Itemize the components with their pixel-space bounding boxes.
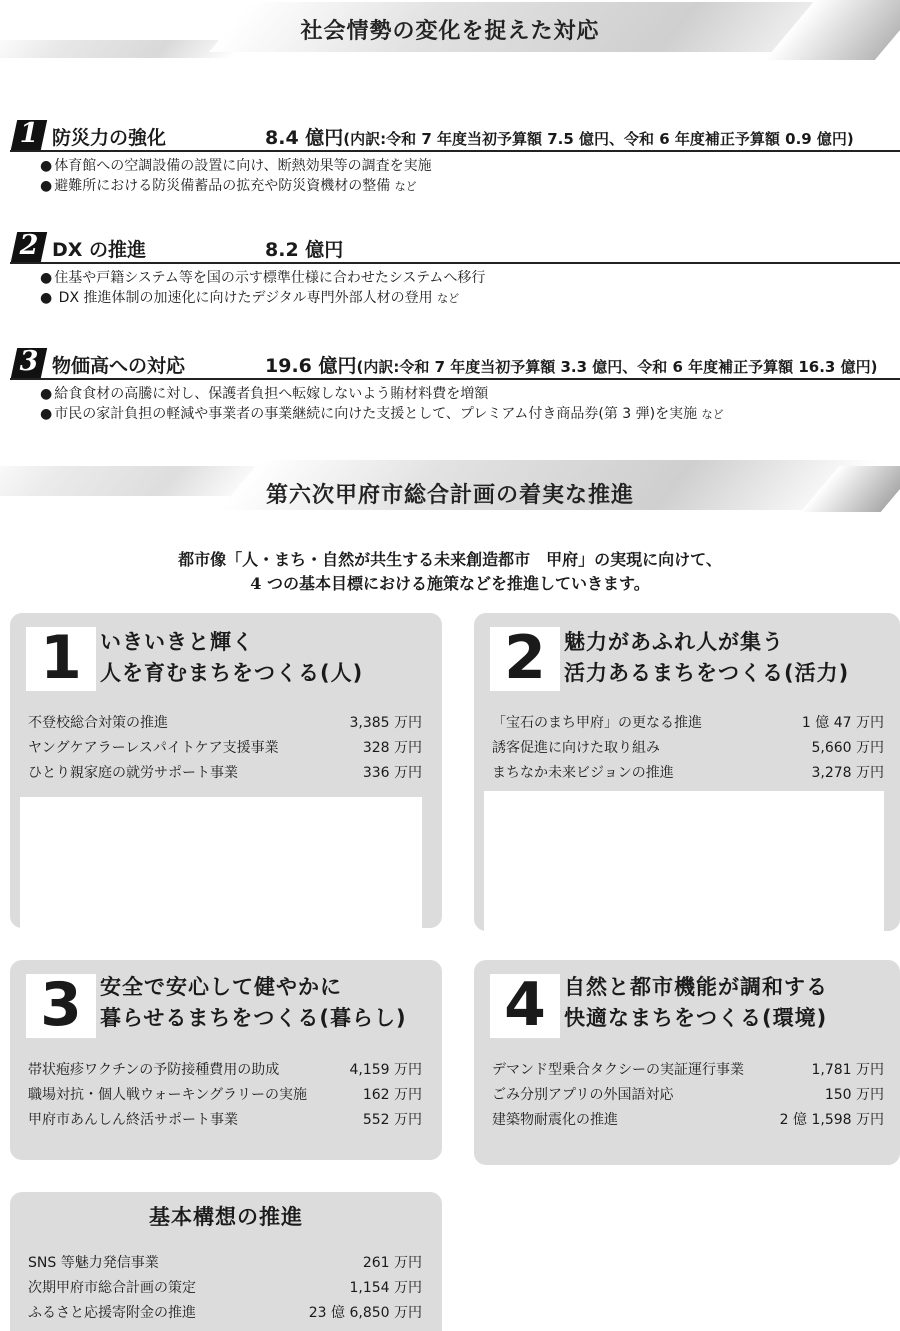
amount-breakdown: (内訳:令和 7 年度当初予算額 7.5 億円、令和 6 年度補正予算額 0.9 億円) xyxy=(343,130,854,148)
list-item: 次期甲府市総合計画の策定 1,154 万円 xyxy=(28,1280,422,1296)
goal-title: 魅力があふれ人が集う 活力あるまちをつくる(活力) xyxy=(564,630,850,685)
basic-concept-card xyxy=(10,1192,442,1331)
goal-items xyxy=(28,1058,422,1133)
bullet-item: ● DX 推進体制の加速化に向けたデジタル専門外部人材の登用 など xyxy=(40,288,900,309)
bullet-list xyxy=(40,268,900,309)
basic-items xyxy=(28,1251,422,1326)
intro-line: 4 つの基本目標における施策などを推進していきます。 xyxy=(250,574,650,593)
bullet-list xyxy=(40,384,900,425)
bullet-item: ● 体育館への空調設備の設置に向け、断熱効果等の調査を実施 xyxy=(40,156,900,176)
bullet-item: ● 市民の家計負担の軽減や事業者の事業継続に向けた支援として、プレミアム付き商品券(第 3 弾)を実施 など xyxy=(40,404,900,425)
blank-area xyxy=(20,797,422,928)
blank-area xyxy=(484,791,884,931)
section-header xyxy=(10,120,900,152)
list-item: ヤングケアラーレスパイトケア支援事業 328 万円 xyxy=(28,740,422,756)
section-title: DX の推進 xyxy=(52,239,147,261)
goal-card-2 xyxy=(474,613,900,931)
section-amount: 19.6 億円(内訳:令和 7 年度当初予算額 3.3 億円、令和 6 年度補正予算額 16.3 億円) xyxy=(265,355,878,377)
goal-number: 3 xyxy=(26,974,96,1038)
banner-title: 社会情勢の変化を捉えた対応 xyxy=(300,18,600,44)
list-item: 甲府市あんしん終活サポート事業 552 万円 xyxy=(28,1112,422,1128)
list-item: 「宝石のまち甲府」の更なる推進 1 億 47 万円 xyxy=(492,715,884,731)
list-item: 誘客促進に向けた取り組み 5,660 万円 xyxy=(492,740,884,756)
intro-line: 都市像「人・まち・自然が共生する未来創造都市 甲府」の実現に向けて、 xyxy=(178,550,722,569)
section-amount: 8.4 億円(内訳:令和 7 年度当初予算額 7.5 億円、令和 6 年度補正予算額 0.9 億円) xyxy=(265,127,854,149)
list-item: 職場対抗・個人戦ウォーキングラリーの実施 162 万円 xyxy=(28,1087,422,1103)
section-header xyxy=(10,348,900,380)
number-badge: 1 xyxy=(10,120,48,150)
section-title: 防災力の強化 xyxy=(52,127,167,149)
list-item: デマンド型乗合タクシーの実証運行事業 1,781 万円 xyxy=(492,1062,884,1078)
goal-items xyxy=(28,711,422,786)
list-item: SNS 等魅力発信事業 261 万円 xyxy=(28,1255,422,1271)
goal-card-3 xyxy=(10,960,442,1160)
goal-number: 4 xyxy=(490,974,560,1038)
goal-card-1 xyxy=(10,613,442,928)
goal-number: 2 xyxy=(490,627,560,691)
list-item: 建築物耐震化の推進 2 億 1,598 万円 xyxy=(492,1112,884,1128)
number-badge: 3 xyxy=(10,348,48,378)
banner-title: 第六次甲府市総合計画の着実な推進 xyxy=(265,482,634,508)
section-amount: 8.2 億円 xyxy=(265,239,344,261)
amount-breakdown: (内訳:令和 7 年度当初予算額 3.3 億円、令和 6 年度補正予算額 16.3 億円) xyxy=(356,358,878,376)
goal-title: 安全で安心して健やかに 暮らせるまちをつくる(暮らし) xyxy=(100,975,407,1030)
section-banner-plan xyxy=(0,446,900,526)
goal-card-4 xyxy=(474,960,900,1165)
goal-title: 自然と都市機能が調和する 快適なまちをつくる(環境) xyxy=(564,975,828,1030)
section-dx xyxy=(10,232,900,309)
list-item: 不登校総合対策の推進 3,385 万円 xyxy=(28,715,422,731)
goal-items xyxy=(492,1058,884,1133)
section-disaster xyxy=(10,120,900,197)
bullet-list xyxy=(40,156,900,197)
list-item: 帯状疱疹ワクチンの予防接種費用の助成 4,159 万円 xyxy=(28,1062,422,1078)
section-header xyxy=(10,232,900,264)
goal-number: 1 xyxy=(26,627,96,691)
list-item: ごみ分別アプリの外国語対応 150 万円 xyxy=(492,1087,884,1103)
bullet-item: ● 給食食材の高騰に対し、保護者負担へ転嫁しないよう賄材料費を増額 xyxy=(40,384,900,404)
list-item: まちなか未来ビジョンの推進 3,278 万円 xyxy=(492,765,884,781)
bullet-item: ● 住基や戸籍システム等を国の示す標準仕様に合わせたシステムへ移行 xyxy=(40,268,900,288)
bullet-item: ● 避難所における防災備蓄品の拡充や防災資機材の整備 など xyxy=(40,176,900,197)
section-prices xyxy=(10,348,900,425)
basic-concept-title: 基本構想の推進 xyxy=(149,1205,303,1229)
goal-items xyxy=(492,711,884,786)
section-banner-social xyxy=(0,0,900,70)
intro-text xyxy=(0,548,900,596)
list-item: ふるさと応援寄附金の推進 23 億 6,850 万円 xyxy=(28,1305,422,1321)
number-badge: 2 xyxy=(10,232,48,262)
list-item: ひとり親家庭の就労サポート事業 336 万円 xyxy=(28,765,422,781)
goal-title: いきいきと輝く 人を育むまちをつくる(人) xyxy=(100,630,364,685)
section-title: 物価高への対応 xyxy=(52,355,186,377)
